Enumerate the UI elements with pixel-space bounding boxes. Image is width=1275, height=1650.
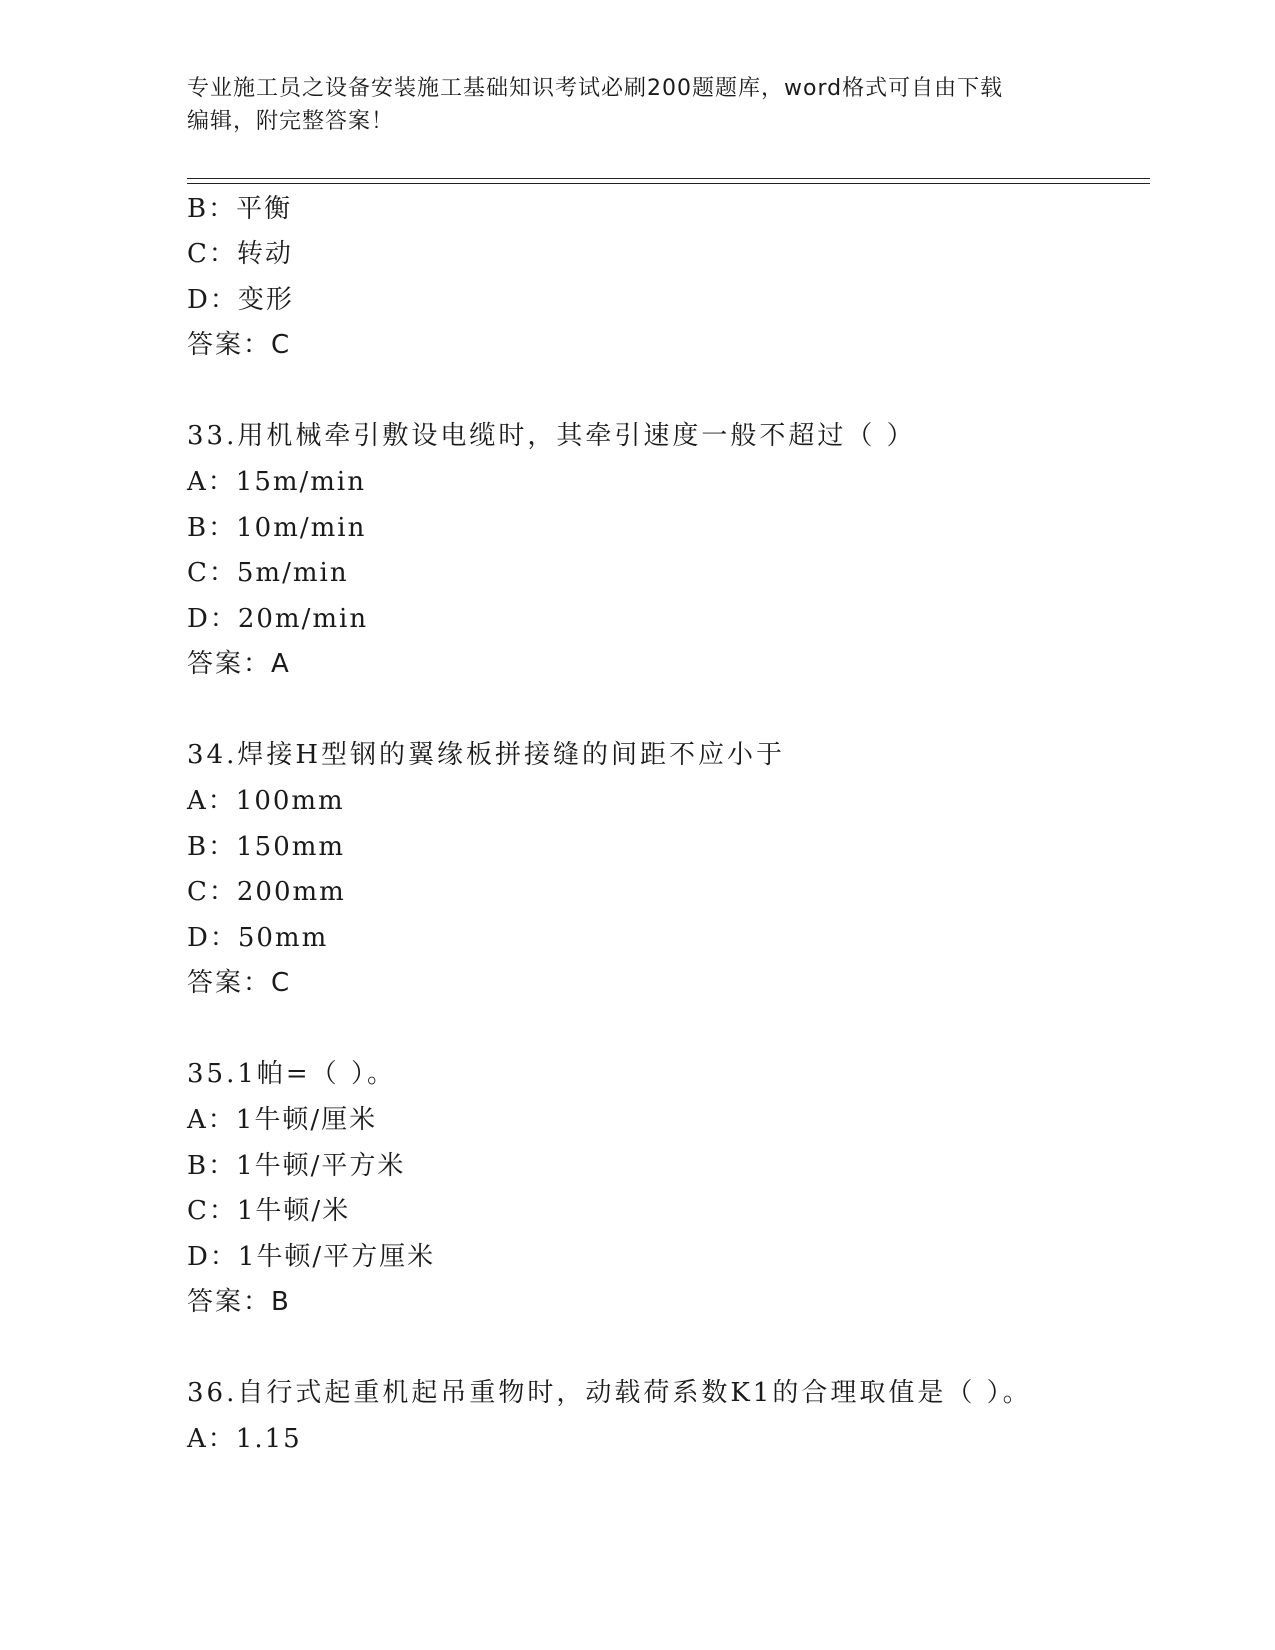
q32-option-b: B：平衡: [187, 194, 293, 224]
q35-option-b: B：1牛顿/平方米: [187, 1151, 406, 1181]
q35-question: 35.1帕=（ ）。: [187, 1059, 396, 1089]
q36-option-a: A：1.15: [187, 1424, 302, 1454]
q33-option-d: D：20m/min: [187, 604, 369, 634]
q35-option-c: C：1牛顿/米: [187, 1196, 351, 1226]
header-title-line2: 编辑，附完整答案！: [187, 109, 395, 134]
q34-option-c: C：200mm: [187, 877, 346, 907]
q34-option-d: D：50mm: [187, 923, 329, 953]
q32-option-c: C：转动: [187, 239, 293, 269]
q34-question: 34.焊接H型钢的翼缘板拼接缝的间距不应小于: [187, 740, 786, 770]
q32-option-d: D：变形: [187, 285, 294, 315]
q34-answer: 答案：C: [187, 968, 292, 998]
q36-question: 36.自行式起重机起吊重物时，动载荷系数K1的合理取值是（ ）。: [187, 1378, 1032, 1408]
q33-option-a: A：15m/min: [187, 467, 366, 497]
q33-option-c: C：5m/min: [187, 558, 349, 588]
header-divider-bottom: [187, 183, 1150, 184]
q35-option-d: D：1牛顿/平方厘米: [187, 1242, 436, 1272]
document-header: [187, 72, 1087, 138]
q32-answer: 答案：C: [187, 330, 292, 360]
q33-question: 33.用机械牵引敷设电缆时，其牵引速度一般不超过（ ）: [187, 421, 916, 451]
header-title-line1: 专业施工员之设备安装施工基础知识考试必刷200题题库，word格式可自由下载: [187, 76, 1004, 101]
q33-answer: 答案：A: [187, 649, 291, 679]
q34-option-a: A：100mm: [187, 786, 345, 816]
header-divider-top: [187, 178, 1150, 179]
q33-option-b: B：10m/min: [187, 513, 367, 543]
q35-answer: 答案：B: [187, 1287, 291, 1317]
q34-option-b: B：150mm: [187, 832, 346, 862]
q35-option-a: A：1牛顿/厘米: [187, 1105, 378, 1135]
